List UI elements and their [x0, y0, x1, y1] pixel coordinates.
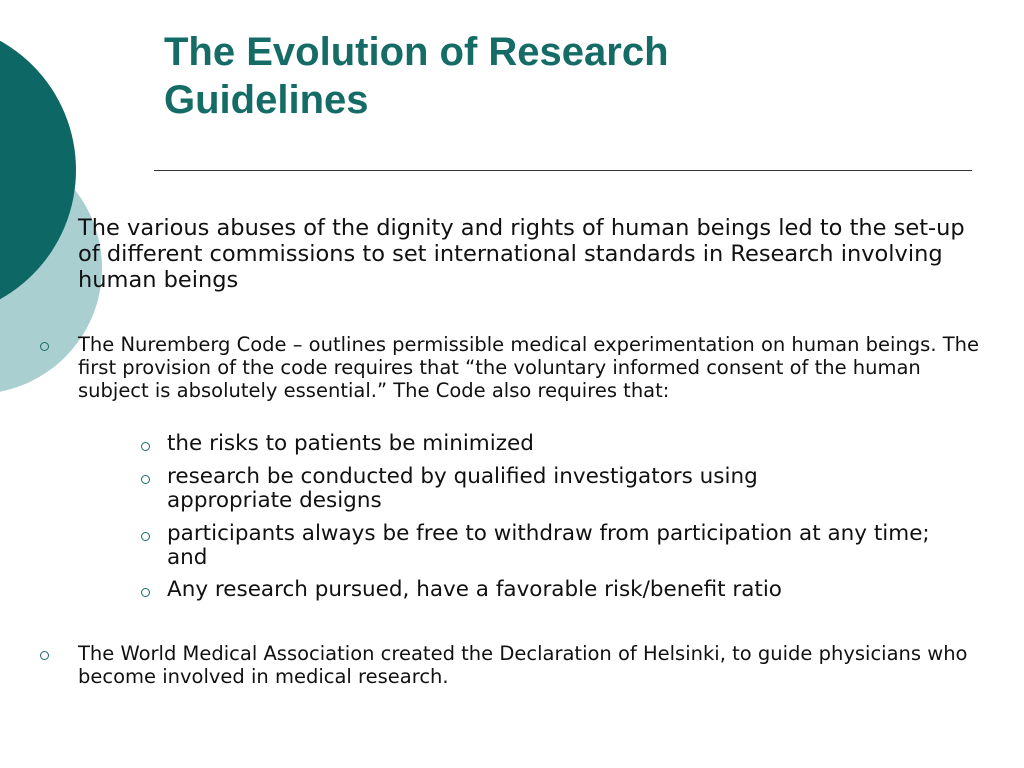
- sub-item-withdraw: participants always be free to withdraw from participation at any time; and: [167, 521, 930, 570]
- bullet-circle-icon: [141, 442, 150, 451]
- intro-paragraph: The various abuses of the dignity and rights of human beings led to the set-up of different commissions to set international standards in Research involving human beings: [78, 215, 965, 293]
- bullet-circle-icon: [141, 532, 150, 541]
- sub-item-qualified: research be conducted by qualified investigators using appropriate designs: [167, 464, 758, 513]
- sub-item-ratio: Any research pursued, have a favorable risk/benefit ratio: [167, 577, 782, 602]
- title-divider: [154, 170, 972, 171]
- bullet-circle-icon: [141, 588, 150, 597]
- bullet-circle-icon: [141, 475, 150, 484]
- bullet-circle-icon: [40, 651, 49, 660]
- nuremberg-paragraph: The Nuremberg Code – outlines permissible medical experimentation on human beings. The first provision of the code requires that “the voluntary informed consent of the human subject is absolutely essential.” The Code also requires that:: [78, 333, 979, 402]
- slide-title: The Evolution of Research Guidelines: [164, 30, 669, 122]
- sub-item-risks: the risks to patients be minimized: [167, 431, 534, 456]
- bullet-circle-icon: [40, 342, 49, 351]
- helsinki-paragraph: The World Medical Association created the Declaration of Helsinki, to guide physicians who become involved in medical research.: [78, 642, 968, 688]
